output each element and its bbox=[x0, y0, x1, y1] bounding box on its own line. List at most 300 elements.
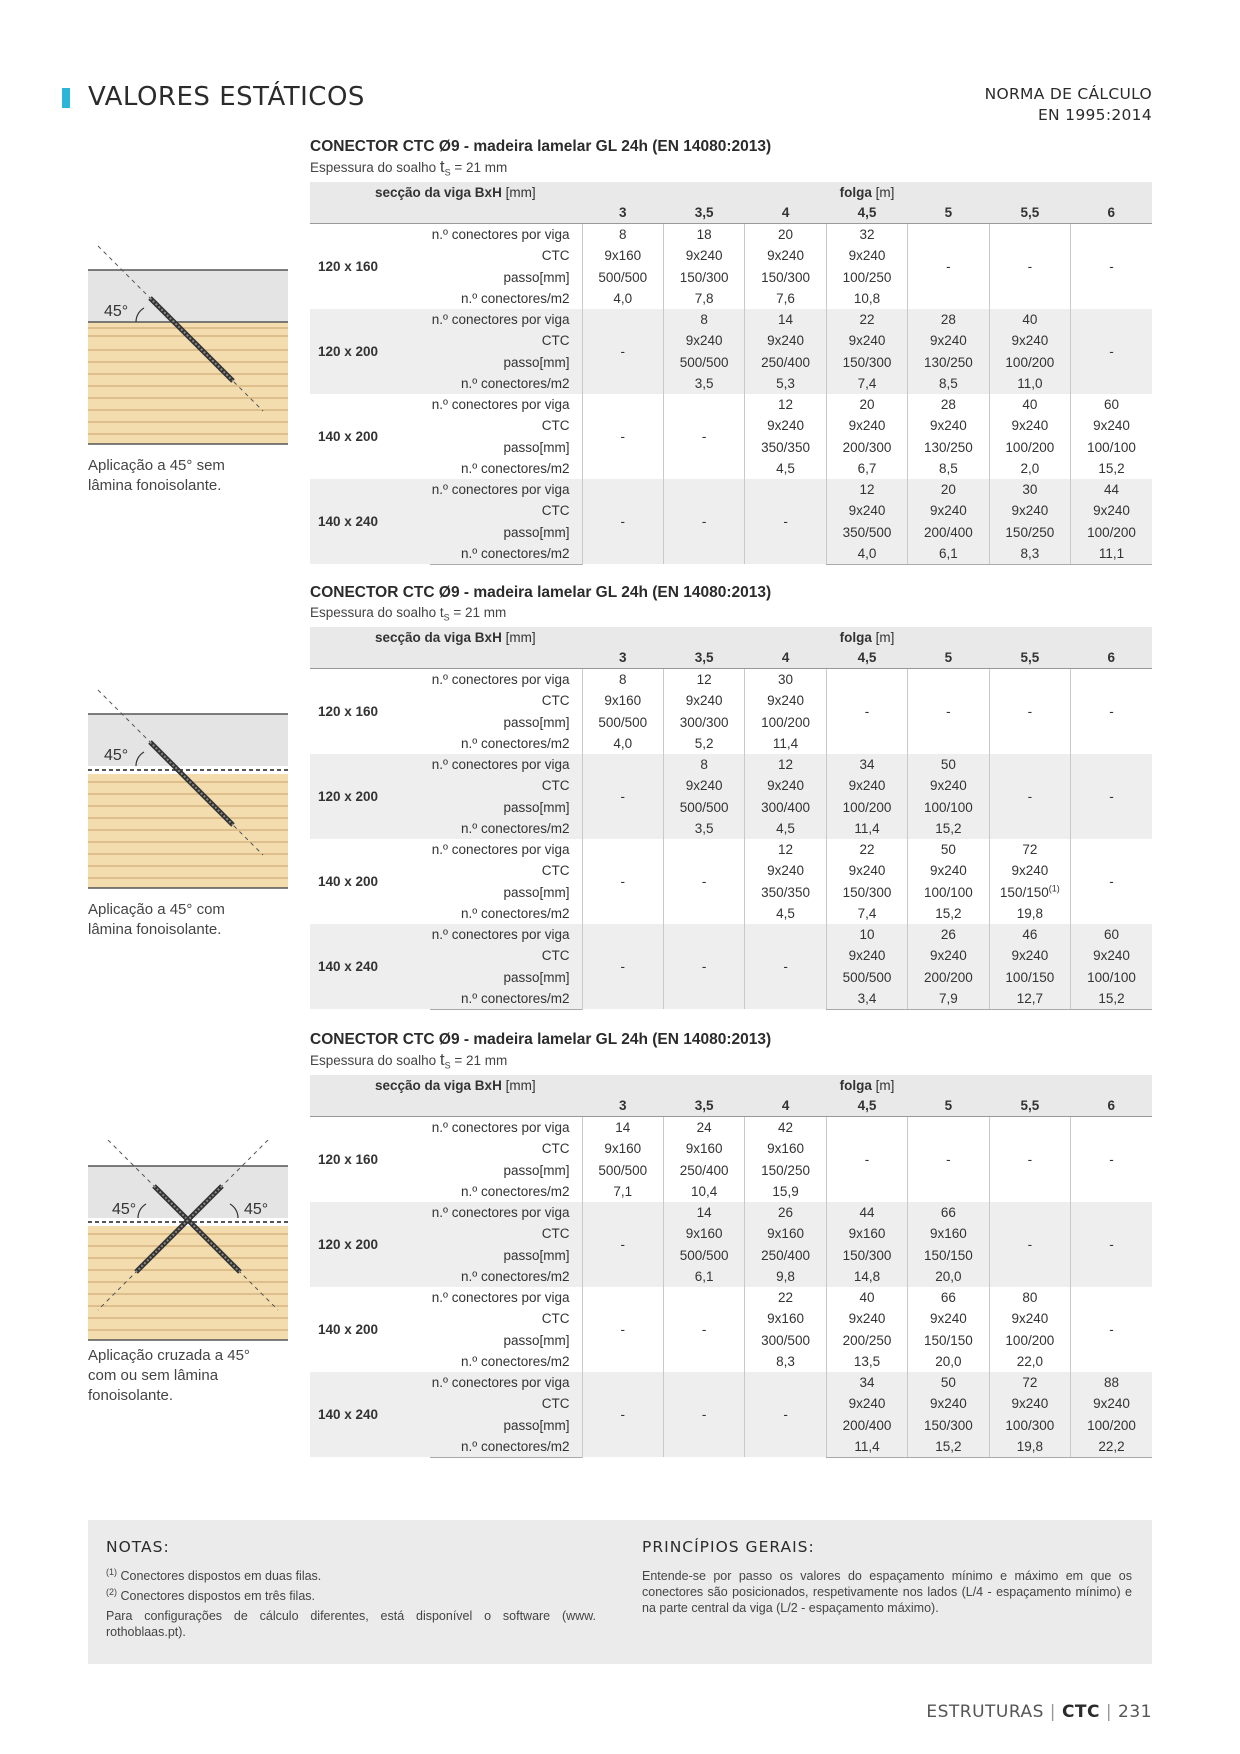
span-value: 5 bbox=[908, 648, 989, 669]
beam-section: 120 x 160 bbox=[310, 1117, 430, 1202]
beam-section: 140 x 200 bbox=[310, 1287, 430, 1372]
table-cell: 150/150$^{(1)}$ bbox=[989, 881, 1070, 902]
table-cell-empty: - bbox=[1071, 224, 1152, 309]
span-value: 3 bbox=[582, 648, 663, 669]
table-row bbox=[310, 1202, 1152, 1223]
table-cell: 7,9 bbox=[908, 988, 989, 1010]
row-label: n.º conectores por viga bbox=[430, 309, 582, 330]
table-cell-empty: - bbox=[1071, 309, 1152, 394]
table-cell: 9x160 bbox=[745, 1308, 826, 1329]
table-cell: 100/100 bbox=[1071, 436, 1152, 457]
table-cell: 500/500 bbox=[582, 1159, 663, 1180]
table-cell: 9x240 bbox=[745, 860, 826, 881]
table-cell: 20 bbox=[745, 224, 826, 246]
table-cell-empty: - bbox=[1071, 1117, 1152, 1202]
table-cell: 88 bbox=[1071, 1372, 1152, 1393]
row-label: passo[mm] bbox=[430, 436, 582, 457]
table-cell: 350/500 bbox=[826, 521, 907, 542]
table-cell: 15,2 bbox=[908, 903, 989, 924]
table-cell: 9x240 bbox=[908, 945, 989, 966]
table-cell: 22,0 bbox=[989, 1351, 1070, 1372]
table-cell: 2,0 bbox=[989, 458, 1070, 479]
row-label: passo[mm] bbox=[430, 266, 582, 287]
table-cell: 14 bbox=[745, 309, 826, 330]
notes-box bbox=[88, 1520, 1152, 1664]
table-cell: 44 bbox=[1071, 479, 1152, 500]
table-cell: 60 bbox=[1071, 924, 1152, 945]
table-cell: 12,7 bbox=[989, 988, 1070, 1010]
table-cell: 4,5 bbox=[745, 818, 826, 839]
table-cell: 9x240 bbox=[826, 860, 907, 881]
table-cell: 60 bbox=[1071, 394, 1152, 415]
table-cell-empty: - bbox=[582, 1372, 663, 1457]
table-cell: 500/500 bbox=[582, 711, 663, 732]
table-cell: 9x240 bbox=[989, 860, 1070, 881]
figure-45-with-layer bbox=[88, 686, 288, 896]
table-row bbox=[310, 309, 1152, 330]
table-cell: 46 bbox=[989, 924, 1070, 945]
beam-section: 140 x 240 bbox=[310, 924, 430, 1009]
span-value: 5 bbox=[908, 203, 989, 224]
table-cell: 150/300 bbox=[826, 351, 907, 372]
table-cell: 9x240 bbox=[908, 1393, 989, 1414]
table-cell-empty: - bbox=[582, 1202, 663, 1287]
table-cell: 9x240 bbox=[1071, 500, 1152, 521]
svg-text:45°: 45° bbox=[112, 1201, 137, 1218]
table-cell-empty: - bbox=[582, 1287, 663, 1372]
table-cell-empty: - bbox=[582, 309, 663, 394]
row-label: CTC bbox=[430, 500, 582, 521]
table-cell: 7,4 bbox=[826, 373, 907, 394]
table-cell: 100/250 bbox=[826, 266, 907, 287]
table-cell: 5,2 bbox=[663, 733, 744, 754]
table-cell: 15,2 bbox=[1071, 458, 1152, 479]
table-row bbox=[310, 373, 1152, 394]
row-label: n.º conectores por viga bbox=[430, 1202, 582, 1223]
table-cell-empty: - bbox=[745, 479, 826, 564]
figure-45-without-layer bbox=[88, 238, 288, 448]
table-cell-empty: - bbox=[663, 839, 744, 924]
table-cell: 20 bbox=[826, 394, 907, 415]
span-value: 3,5 bbox=[663, 203, 744, 224]
table-cell: 100/200 bbox=[745, 711, 826, 732]
table-cell: 4,0 bbox=[826, 543, 907, 565]
row-label: n.º conectores/m2 bbox=[430, 1436, 582, 1458]
table-cell: 28 bbox=[908, 394, 989, 415]
table-cell: 9x240 bbox=[908, 860, 989, 881]
table-cell: 26 bbox=[908, 924, 989, 945]
footnote-mark: (1) bbox=[1048, 883, 1060, 894]
table-cell: 9x240 bbox=[826, 415, 907, 436]
table-cell: 9x240 bbox=[663, 330, 744, 351]
span-value: 5,5 bbox=[989, 1096, 1070, 1117]
table-cell: 9x240 bbox=[663, 245, 744, 266]
table-block-3 bbox=[310, 1029, 1152, 1458]
table-row bbox=[310, 754, 1152, 775]
table-cell-empty: - bbox=[582, 754, 663, 839]
table-cell: 100/150 bbox=[989, 966, 1070, 987]
table-cell: 66 bbox=[908, 1202, 989, 1223]
table-cell: 9x160 bbox=[582, 690, 663, 711]
row-label: n.º conectores/m2 bbox=[430, 288, 582, 309]
table-cell: 11,0 bbox=[989, 373, 1070, 394]
floor-thickness: Espessura do soalho $t_S = 21$ mm bbox=[310, 1050, 508, 1071]
table-cell: 500/500 bbox=[826, 966, 907, 987]
table-cell: 30 bbox=[745, 669, 826, 691]
table-cell: 100/200 bbox=[989, 351, 1070, 372]
table-cell: 50 bbox=[908, 1372, 989, 1393]
beam-section: 140 x 240 bbox=[310, 479, 430, 564]
table-cell-empty: - bbox=[1071, 839, 1152, 924]
table-cell: 300/500 bbox=[745, 1329, 826, 1350]
table-cell: 10,4 bbox=[663, 1181, 744, 1202]
row-label: n.º conectores/m2 bbox=[430, 1266, 582, 1287]
table-cell: 9x240 bbox=[826, 330, 907, 351]
table-block-2 bbox=[310, 582, 1152, 1010]
table-cell: 9x240 bbox=[745, 775, 826, 796]
table-cell-empty: - bbox=[663, 394, 744, 479]
table-cell: 15,9 bbox=[745, 1181, 826, 1202]
row-label: passo[mm] bbox=[430, 1244, 582, 1265]
row-label: CTC bbox=[430, 1393, 582, 1414]
notes-column bbox=[106, 1538, 596, 1640]
table-cell: 9x160 bbox=[582, 1138, 663, 1159]
table-cell-empty: - bbox=[745, 924, 826, 1009]
floor-thickness: Espessura do soalho $t_S = 21$ mm bbox=[310, 157, 508, 178]
table-cell: 9x240 bbox=[908, 415, 989, 436]
table-cell: 8 bbox=[663, 754, 744, 775]
table-cell: 3,5 bbox=[663, 373, 744, 394]
table-cell-empty: - bbox=[989, 1202, 1070, 1287]
table-cell-empty: - bbox=[826, 669, 907, 754]
span-value: 3,5 bbox=[663, 1096, 744, 1117]
standard-line-1: NORMA DE CÁLCULO bbox=[984, 85, 1152, 103]
table-cell: 7,6 bbox=[745, 288, 826, 309]
table-cell: 150/150 bbox=[908, 1329, 989, 1350]
row-label: CTC bbox=[430, 245, 582, 266]
table-row bbox=[310, 839, 1152, 860]
table-cell: 50 bbox=[908, 754, 989, 775]
floor-thickness: Espessura do soalho $t_S = 21$ mm bbox=[310, 605, 507, 623]
table-cell: 9x240 bbox=[989, 1308, 1070, 1329]
table-cell-empty: - bbox=[663, 479, 744, 564]
table-cell: 32 bbox=[826, 224, 907, 246]
table-cell: 300/300 bbox=[663, 711, 744, 732]
table-cell: 300/400 bbox=[745, 796, 826, 817]
table-cell: 44 bbox=[826, 1202, 907, 1223]
span-value: 5,5 bbox=[989, 648, 1070, 669]
span-value: 4 bbox=[745, 203, 826, 224]
table-cell: 500/500 bbox=[663, 1244, 744, 1265]
table-cell: 100/200 bbox=[1071, 521, 1152, 542]
table-cell: 9x240 bbox=[908, 330, 989, 351]
section-header: secção da viga BxH [mm] bbox=[310, 627, 582, 648]
page-footer: ESTRUTURAS | CTC | 231 bbox=[926, 1702, 1152, 1722]
table-cell: 100/200 bbox=[989, 1329, 1070, 1350]
row-label: passo[mm] bbox=[430, 1329, 582, 1350]
table-cell: 9x240 bbox=[908, 1308, 989, 1329]
table-cell: 5,3 bbox=[745, 373, 826, 394]
table-cell: 8 bbox=[663, 309, 744, 330]
table-cell: 4,0 bbox=[582, 733, 663, 754]
table-cell: 9x240 bbox=[989, 1393, 1070, 1414]
table-row bbox=[310, 924, 1152, 945]
table-cell: 9x160 bbox=[582, 245, 663, 266]
span-value: 3 bbox=[582, 203, 663, 224]
table-cell: 11,4 bbox=[745, 733, 826, 754]
footer-section: ESTRUTURAS bbox=[926, 1702, 1044, 1722]
table-row bbox=[310, 1372, 1152, 1393]
table-cell: 100/200 bbox=[826, 796, 907, 817]
table-cell: 20 bbox=[908, 479, 989, 500]
section-header: secção da viga BxH [mm] bbox=[310, 1075, 582, 1096]
span-value: 4 bbox=[745, 1096, 826, 1117]
table-cell: 9x160 bbox=[663, 1223, 744, 1244]
table-cell-empty: - bbox=[582, 479, 663, 564]
note-2: $^{(2)}$ Conectores dispostos em três filas. bbox=[106, 1586, 315, 1603]
footer-product: CTC bbox=[1061, 1702, 1100, 1722]
table-cell: 8 bbox=[582, 224, 663, 246]
table-cell: 11,4 bbox=[826, 818, 907, 839]
table-title: CONECTOR CTC Ø9 - madeira lamelar GL 24h (EN 14080:2013) bbox=[310, 1031, 772, 1048]
row-label: passo[mm] bbox=[430, 351, 582, 372]
table-cell: 9x160 bbox=[745, 1138, 826, 1159]
table-cell: 14,8 bbox=[826, 1266, 907, 1287]
table-cell-empty: - bbox=[989, 669, 1070, 754]
table-cell: 150/300 bbox=[826, 881, 907, 902]
table-title: CONECTOR CTC Ø9 - madeira lamelar GL 24h (EN 14080:2013) bbox=[310, 138, 772, 155]
table-cell: 22 bbox=[826, 839, 907, 860]
row-label: passo[mm] bbox=[430, 796, 582, 817]
span-value: 4,5 bbox=[826, 203, 907, 224]
static-values-table bbox=[310, 182, 1152, 565]
table-cell-empty: - bbox=[1071, 669, 1152, 754]
table-cell: 100/100 bbox=[908, 796, 989, 817]
beam-section: 120 x 160 bbox=[310, 224, 430, 309]
table-cell: 9x240 bbox=[826, 1393, 907, 1414]
page-title: VALORES ESTÁTICOS bbox=[88, 82, 365, 112]
row-label: n.º conectores por viga bbox=[430, 669, 582, 691]
table-cell: 9x240 bbox=[663, 690, 744, 711]
table-cell: 4,5 bbox=[745, 903, 826, 924]
row-label: passo[mm] bbox=[430, 521, 582, 542]
row-label: n.º conectores/m2 bbox=[430, 543, 582, 565]
table-cell: 100/200 bbox=[1071, 1414, 1152, 1435]
table-cell: 28 bbox=[908, 309, 989, 330]
table-cell: 34 bbox=[826, 754, 907, 775]
table-row bbox=[310, 224, 1152, 246]
table-cell: 150/250 bbox=[989, 521, 1070, 542]
span-header: folga [m] bbox=[582, 1075, 1152, 1096]
span-value: 5 bbox=[908, 1096, 989, 1117]
table-cell: 250/400 bbox=[745, 1244, 826, 1265]
table-cell: 250/400 bbox=[663, 1159, 744, 1180]
table-cell: 9x240 bbox=[989, 415, 1070, 436]
row-label: n.º conectores/m2 bbox=[430, 988, 582, 1010]
table-cell: 100/200 bbox=[989, 436, 1070, 457]
table-cell: 10,8 bbox=[826, 288, 907, 309]
table-cell: 13,5 bbox=[826, 1351, 907, 1372]
row-label: CTC bbox=[430, 330, 582, 351]
span-value: 3,5 bbox=[663, 648, 744, 669]
table-cell: 130/250 bbox=[908, 436, 989, 457]
row-label: n.º conectores por viga bbox=[430, 1117, 582, 1139]
table-cell: 200/200 bbox=[908, 966, 989, 987]
table-cell: 20,0 bbox=[908, 1351, 989, 1372]
row-label: CTC bbox=[430, 415, 582, 436]
table-cell: 9x240 bbox=[826, 775, 907, 796]
table-cell: 9x160 bbox=[826, 1223, 907, 1244]
span-header: folga [m] bbox=[582, 182, 1152, 203]
figure-45-crossed bbox=[88, 1140, 288, 1346]
table-cell: 12 bbox=[663, 669, 744, 691]
table-cell: 9x240 bbox=[908, 775, 989, 796]
table-cell: 22 bbox=[826, 309, 907, 330]
row-label: n.º conectores/m2 bbox=[430, 373, 582, 394]
static-values-table bbox=[310, 1075, 1152, 1458]
table-cell: 14 bbox=[663, 1202, 744, 1223]
table-cell: 9x240 bbox=[745, 690, 826, 711]
table-cell: 9,8 bbox=[745, 1266, 826, 1287]
table-cell: 9x160 bbox=[745, 1223, 826, 1244]
table-cell: 7,8 bbox=[663, 288, 744, 309]
table-cell: 11,1 bbox=[1071, 543, 1152, 565]
table-cell-empty: - bbox=[582, 394, 663, 479]
table-cell: 24 bbox=[663, 1117, 744, 1139]
table-cell: 150/300 bbox=[908, 1414, 989, 1435]
note-3: Para configurações de cálculo diferentes, está disponível o software (www. rothoblaas.pt). bbox=[106, 1609, 596, 1639]
table-cell-empty: - bbox=[745, 1372, 826, 1457]
table-cell: 200/400 bbox=[826, 1414, 907, 1435]
table-cell: 20,0 bbox=[908, 1266, 989, 1287]
table-row bbox=[310, 1287, 1152, 1308]
table-cell-empty: - bbox=[1071, 754, 1152, 839]
table-cell-empty: - bbox=[908, 224, 989, 309]
row-label: passo[mm] bbox=[430, 966, 582, 987]
row-label: passo[mm] bbox=[430, 1414, 582, 1435]
table-cell: 100/100 bbox=[908, 881, 989, 902]
table-cell: 500/500 bbox=[582, 266, 663, 287]
table-cell: 200/400 bbox=[908, 521, 989, 542]
table-cell: 12 bbox=[826, 479, 907, 500]
table-cell: 7,4 bbox=[826, 903, 907, 924]
span-value: 6 bbox=[1071, 203, 1152, 224]
table-cell: 9x240 bbox=[745, 245, 826, 266]
table-cell: 19,8 bbox=[989, 1436, 1070, 1458]
row-label: CTC bbox=[430, 945, 582, 966]
table-cell: 9x240 bbox=[745, 415, 826, 436]
row-label: CTC bbox=[430, 1308, 582, 1329]
beam-section: 120 x 160 bbox=[310, 669, 430, 754]
table-cell: 80 bbox=[989, 1287, 1070, 1308]
span-header: folga [m] bbox=[582, 627, 1152, 648]
table-cell: 250/400 bbox=[745, 351, 826, 372]
table-cell: 12 bbox=[745, 394, 826, 415]
table-cell: 130/250 bbox=[908, 351, 989, 372]
table-cell-empty: - bbox=[1071, 1287, 1152, 1372]
table-cell: 4,0 bbox=[582, 288, 663, 309]
table-cell: 19,8 bbox=[989, 903, 1070, 924]
table-cell: 15,2 bbox=[1071, 988, 1152, 1010]
beam-section: 140 x 200 bbox=[310, 839, 430, 924]
row-label: CTC bbox=[430, 860, 582, 881]
row-label: passo[mm] bbox=[430, 1159, 582, 1180]
table-cell-empty: - bbox=[663, 924, 744, 1009]
principles-column bbox=[642, 1538, 1132, 1616]
row-label: n.º conectores por viga bbox=[430, 224, 582, 246]
row-label: n.º conectores/m2 bbox=[430, 1351, 582, 1372]
table-cell: 12 bbox=[745, 839, 826, 860]
table-cell: 9x240 bbox=[1071, 1393, 1152, 1414]
table-cell: 22 bbox=[745, 1287, 826, 1308]
figure-3-caption: Aplicação cruzada a 45° com ou sem lâmina fonoisolante. bbox=[88, 1347, 250, 1404]
table-cell-empty: - bbox=[1071, 1202, 1152, 1287]
table-cell: 150/250 bbox=[745, 1159, 826, 1180]
span-value: 4,5 bbox=[826, 648, 907, 669]
table-cell: 100/100 bbox=[1071, 966, 1152, 987]
note-1: $^{(1)}$ Conectores dispostos em duas filas. bbox=[106, 1566, 322, 1583]
row-label: CTC bbox=[430, 1138, 582, 1159]
table-cell: 12 bbox=[745, 754, 826, 775]
row-label: n.º conectores/m2 bbox=[430, 1181, 582, 1202]
row-label: CTC bbox=[430, 1223, 582, 1244]
row-label: CTC bbox=[430, 775, 582, 796]
table-cell: 18 bbox=[663, 224, 744, 246]
section-header: secção da viga BxH [mm] bbox=[310, 182, 582, 203]
row-label: n.º conectores por viga bbox=[430, 754, 582, 775]
table-cell: 3,4 bbox=[826, 988, 907, 1010]
table-row bbox=[310, 330, 1152, 351]
table-cell-empty: - bbox=[582, 924, 663, 1009]
table-cell-empty: - bbox=[663, 1287, 744, 1372]
table-cell: 200/250 bbox=[826, 1329, 907, 1350]
table-cell: 500/500 bbox=[663, 351, 744, 372]
table-cell: 6,7 bbox=[826, 458, 907, 479]
table-cell-empty: - bbox=[989, 224, 1070, 309]
standard-line-2: EN 1995:2014 bbox=[1037, 106, 1152, 124]
row-label: n.º conectores/m2 bbox=[430, 733, 582, 754]
row-label: CTC bbox=[430, 690, 582, 711]
table-cell: 8 bbox=[582, 669, 663, 691]
svg-text:45°: 45° bbox=[104, 303, 129, 320]
span-value: 6 bbox=[1071, 1096, 1152, 1117]
table-cell: 40 bbox=[989, 309, 1070, 330]
table-row bbox=[310, 479, 1152, 500]
principles-text: Entende-se por passo os valores do espaçamento mínimo e máximo em que os conectores são posicionados, respetivamente nos lados (L/4 - espaçamento mínimo) e na parte central da viga (L/2 - espaçamento máximo). bbox=[642, 1569, 1132, 1615]
table-cell: 72 bbox=[989, 1372, 1070, 1393]
table-row bbox=[310, 394, 1152, 415]
table-cell: 9x240 bbox=[908, 500, 989, 521]
row-label: n.º conectores/m2 bbox=[430, 458, 582, 479]
table-cell: 9x240 bbox=[826, 500, 907, 521]
table-cell: 7,1 bbox=[582, 1181, 663, 1202]
table-cell: 72 bbox=[989, 839, 1070, 860]
span-value: 3 bbox=[582, 1096, 663, 1117]
table-cell: 8,3 bbox=[745, 1351, 826, 1372]
table-title: CONECTOR CTC Ø9 - madeira lamelar GL 24h (EN 14080:2013) bbox=[310, 584, 772, 601]
row-label: n.º conectores por viga bbox=[430, 924, 582, 945]
table-cell: 9x240 bbox=[663, 775, 744, 796]
principles-heading: PRINCÍPIOS GERAIS: bbox=[642, 1538, 815, 1556]
span-value: 6 bbox=[1071, 648, 1152, 669]
table-cell: 6,1 bbox=[908, 543, 989, 565]
beam-section: 120 x 200 bbox=[310, 1202, 430, 1287]
table-cell: 8,3 bbox=[989, 543, 1070, 565]
table-cell: 42 bbox=[745, 1117, 826, 1139]
table-cell: 150/300 bbox=[826, 1244, 907, 1265]
table-cell: 200/300 bbox=[826, 436, 907, 457]
notes-heading: NOTAS: bbox=[106, 1538, 170, 1556]
